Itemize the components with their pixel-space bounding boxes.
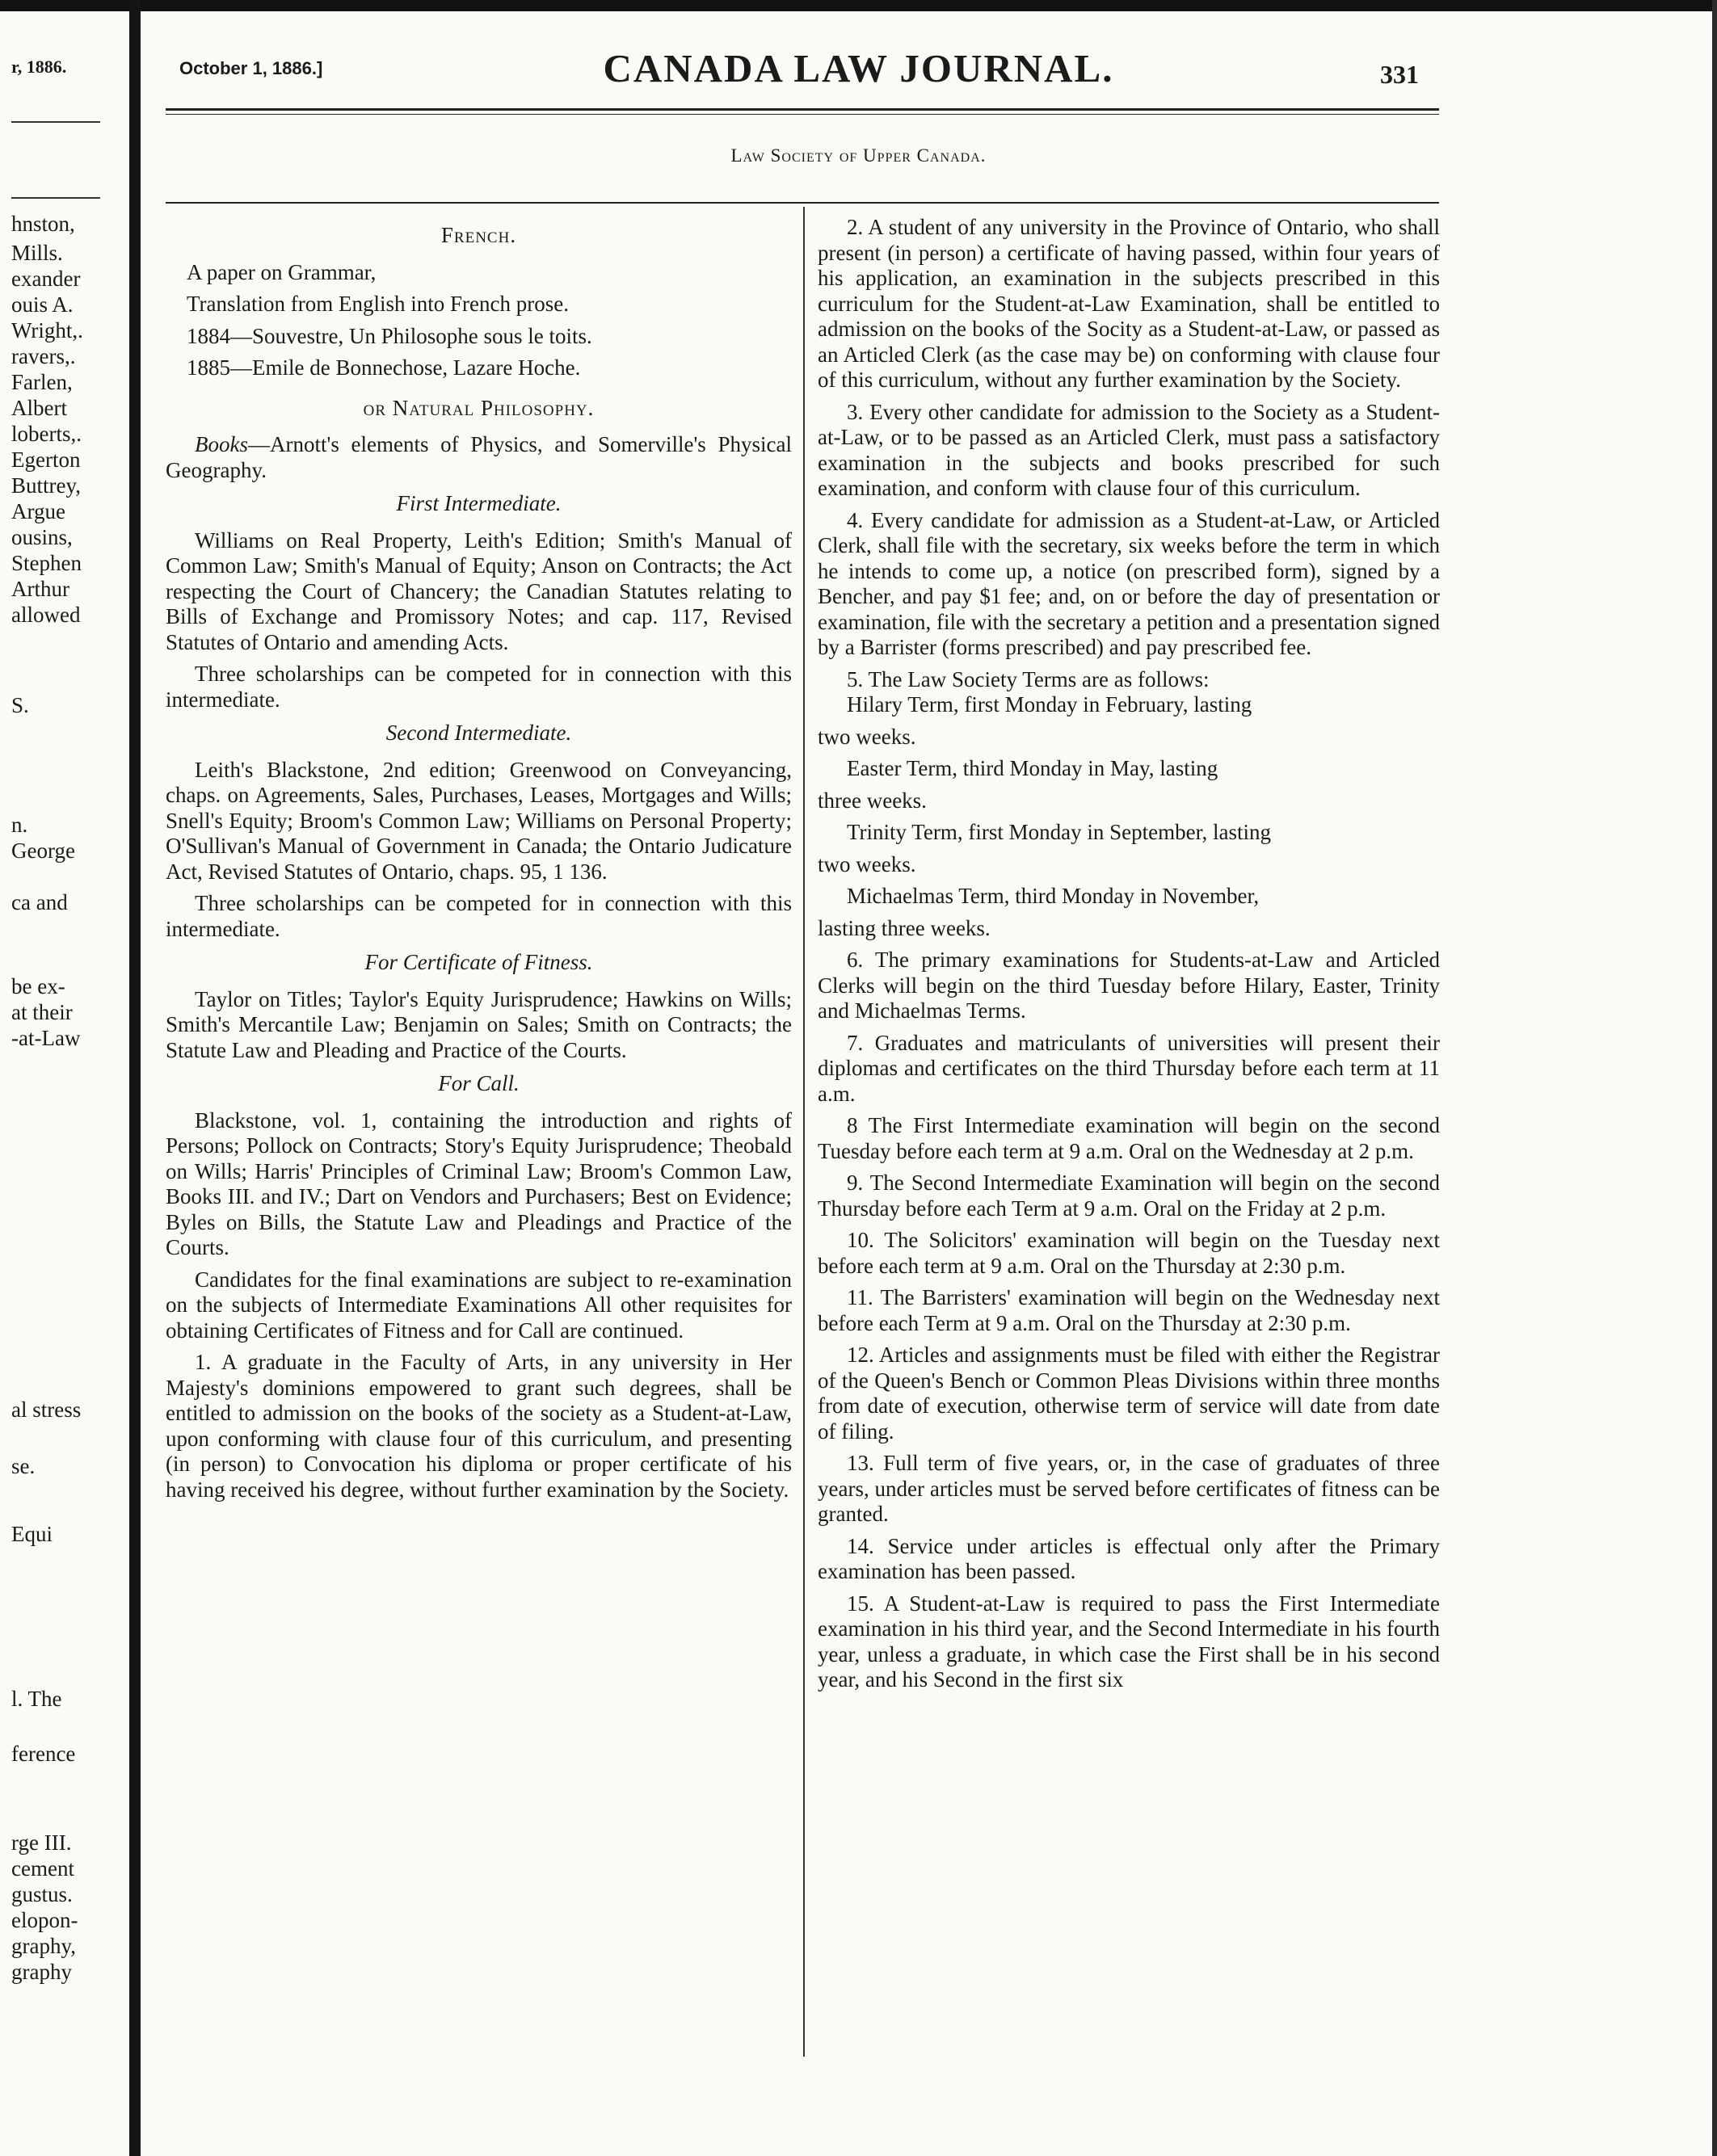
prev-page-line: S. [11,693,29,717]
term-line: Michaelmas Term, third Monday in November, [847,884,1260,908]
prev-page-line: Equi [11,1522,53,1546]
prev-page-line: Stephen [11,551,82,575]
prev-page-rule [11,197,100,199]
page-number: 331 [1380,60,1419,89]
rule-6: 6. The primary examinations for Students-at-Law and Articled Clerks will begin on the third Tuesday before Hilary, Easter, Trinity and Michaelmas Terms. [818,948,1440,1023]
prev-page-line: rge III. [11,1830,72,1855]
rule-3: 3. Every other candidate for admission to the Society as a Student-at-Law, or to be passed as an Articled Clerk, must pass a satisfactory examination in the subjects and books prescribed for such examination, and conform with clause four of this curriculum. [818,399,1440,500]
french-heading: French. [440,223,517,247]
list-item: A paper on Grammar, [187,259,377,284]
prev-page-line: al stress [11,1397,82,1422]
term-tail: two weeks. [818,724,916,749]
previous-page-fragment [6,0,126,2156]
books-text: —Arnott's elements of Physics, and Somerville's Physical Geography. [166,432,792,482]
header-rule [166,108,1439,111]
prev-page-line: Buttrey, [11,473,81,498]
prev-page-line: hnston, [11,212,75,236]
fitness-text: Taylor on Titles; Taylor's Equity Jurisprudence; Hawkins on Wills; Smith's Mercantile Law; Benjamin on Sales; Smith on Contracts; the Statute Law and Pleading and Practice of the Courts. [166,986,792,1062]
list-item: 1885—Emile de Bonnechose, Lazare Hoche. [187,355,581,380]
prev-page-line: n. [11,813,28,837]
prev-page-header: r, 1886. [11,57,67,77]
rule-12: 12. Articles and assignments must be filed with either the Registrar of the Queen's Bench or Common Pleas Divisions within three months from date of execution, otherwise term of service will date from date of filing. [818,1343,1440,1444]
prev-page-line: Albert [11,396,67,420]
prev-page-line: ca and [11,890,68,914]
rule-15: 15. A Student-at-Law is required to pass the First Intermediate examination in his third year, and the Second Intermediate in his fourth year, unless a graduate, in which case the First shall be in his second year, and his Second in the first six [818,1591,1440,1692]
term-line: Hilary Term, first Monday in February, lasting [847,692,1252,717]
section-subheader: Law Society of Upper Canada. [730,145,987,166]
prev-page-line: allowed [11,603,81,627]
prev-page-line: Mills. [11,241,63,265]
header-rule-thin [166,114,1439,115]
term-tail: lasting three weeks. [818,915,991,940]
prev-page-line: -at-Law [11,1026,81,1050]
prev-page-line: cement [11,1856,74,1881]
list-item: 1884—Souvestre, Un Philosophe sous le toits. [187,323,592,348]
rule-13: 13. Full term of five years, or, in the case of graduates of three years, under articles must be served before certificates of fitness can be granted. [818,1451,1440,1526]
prev-page-line: George [11,838,75,863]
prev-page-rule [11,121,100,123]
prev-page-line: Arthur [11,577,69,601]
scan-binding-edge [129,0,141,2156]
rule-1: 1. A graduate in the Faculty of Arts, in any university in Her Majesty's dominions empowered to grant such degrees, shall be entitled to admission on the books of the society as a Student-at-Law, upon conforming with clause four of this curriculum, and presenting (in person) to Convocation his diploma or proper certificate of his having received his degree, without further examination by the Society. [166,1350,792,1502]
prev-page-line: elopon- [11,1908,78,1932]
prev-page-line: gustus. [11,1882,73,1906]
books-label: Books [195,432,248,456]
prev-page-line: graphy [11,1960,72,1984]
rule-8: 8 The First Intermediate examination will begin on the second Tuesday before each term at 9 a.m. Oral on the Wednesday at 2 p.m. [818,1113,1440,1163]
call-heading: For Call. [438,1071,520,1095]
term-line: Trinity Term, first Monday in September, lasting [847,820,1271,844]
column-divider [803,207,805,2057]
first-intermediate-heading: First Intermediate. [396,491,562,515]
rule-10: 10. The Solicitors' examination will begin on the Tuesday next before each term at 9 a.m. Oral on the Thursday at 2:30 p.m. [818,1228,1440,1278]
subheader-rule [166,202,1439,204]
second-intermediate-scholarships: Three scholarships can be competed for in connection with this intermediate. [166,891,792,941]
prev-page-line: ravers,. [11,344,76,368]
natural-philosophy-heading: or Natural Philosophy. [363,395,595,420]
prev-page-line: loberts,. [11,422,82,446]
scan-edge-right [1712,0,1717,2156]
prev-page-line: at their [11,1000,73,1024]
call-text: Blackstone, vol. 1, containing the introduction and rights of Persons; Pollock on Contracts; Story's Equity Jurisprudence; Theobald on Wills; Harris' Principles of Criminal Law; Broom's Common Law, Books III. and IV.; Dart on Vendors and Purchasers; Best on Evidence; Byles on Bills, the Statute Law and Pleadings and Practice of the Courts. [166,1107,792,1259]
rule-2: 2. A student of any university in the Province of Ontario, who shall present (in person) a certificate of having passed, within four years of his application, an examination in the subjects prescribed in this curriculum for the Student-at-Law Examination, shall be entitled to admission on the books of the Socity as a Student-at-Law, or passed as an Articled Clerk (as the case may be) on conforming with clause four of this curriculum, without any further examination by the Society. [818,215,1440,392]
second-intermediate-text: Leith's Blackstone, 2nd edition; Greenwood on Conveyancing, chaps. on Agreements, Sales, Purchases, Leases, Mortgages and Wills; Snell's Equity; Broom's Common Law; Williams on Personal Property; O'Sullivan's Manual of Government in Canada; the Ontario Judicature Act, Revised Statutes of Ontario, chaps. 95, 1 136. [166,757,792,884]
terms-list [818,692,1440,941]
left-column [166,215,792,1509]
term-tail: three weeks. [818,788,927,813]
prev-page-line: ference [11,1742,76,1766]
prev-page-line: ouis A. [11,292,74,317]
fitness-heading: For Certificate of Fitness. [364,950,593,974]
prev-page-line: se. [11,1454,36,1478]
scan-edge-top [0,0,1717,11]
second-intermediate-heading: Second Intermediate. [385,721,572,745]
rule-9: 9. The Second Intermediate Examination will begin on the second Thursday before each Term at 9 a.m. Oral on the Friday at 2 p.m. [818,1170,1440,1221]
first-intermediate-scholarships: Three scholarships can be competed for in connection with this intermediate. [166,662,792,712]
prev-page-line: ousins, [11,525,73,549]
rule-14: 14. Service under articles is effectual only after the Primary examination has been passed. [818,1533,1440,1583]
prev-page-line: Wright,. [11,318,83,343]
candidates-text: Candidates for the final examinations are subject to re-examination on the subjects of Intermediate Examinations All other requisites for obtaining Certificates of Fitness and for Call are continued. [166,1267,792,1343]
prev-page-line: Egerton [11,448,81,472]
term-line: Easter Term, third Monday in May, lasting [847,756,1218,780]
prev-page-line: exander [11,267,81,291]
prev-page-line: l. The [11,1687,62,1711]
first-intermediate-text: Williams on Real Property, Leith's Edition; Smith's Manual of Common Law; Smith's Manual of Equity; Anson on Contracts; the Act respecting the Court of Chancery; the Canadian Statutes relating to Bills of Exchange and Promissory Notes; and cap. 117, Revised Statutes of Ontario and amending Acts. [166,527,792,654]
header-date: October 1, 1886.] [179,58,323,78]
rule-7: 7. Graduates and matriculants of universities will present their diplomas and certificates on the third Thursday before each term at 11 a.m. [818,1030,1440,1106]
prev-page-line: Farlen, [11,370,73,394]
term-tail: two weeks. [818,851,916,876]
rule-4: 4. Every candidate for admission as a Student-at-Law, or Articled Clerk, shall file with the secretary, six weeks before the term in which he intends to come up, a notice (on prescribed form), signed by a Bencher, and pay $1 fee; and, on or before the day of presentation or examination, file with the secretary a petition and a presentation signed by a Barrister (forms prescribed) and pay prescribed fee. [818,507,1440,659]
prev-page-line: graphy, [11,1934,76,1958]
journal-title: CANADA LAW JOURNAL. [603,46,1114,90]
rule-5: 5. The Law Society Terms are as follows: [847,666,1210,691]
list-item: Translation from English into French prose. [187,292,569,316]
prev-page-line: Argue [11,499,65,523]
rule-11: 11. The Barristers' examination will begin on the Wednesday next before each Term at 9 a.m. Oral on the Thursday at 2:30 p.m. [818,1285,1440,1335]
prev-page-line: be ex- [11,974,65,998]
natural-philosophy-books [166,432,792,483]
french-list [166,260,792,381]
right-column [818,215,1440,1700]
